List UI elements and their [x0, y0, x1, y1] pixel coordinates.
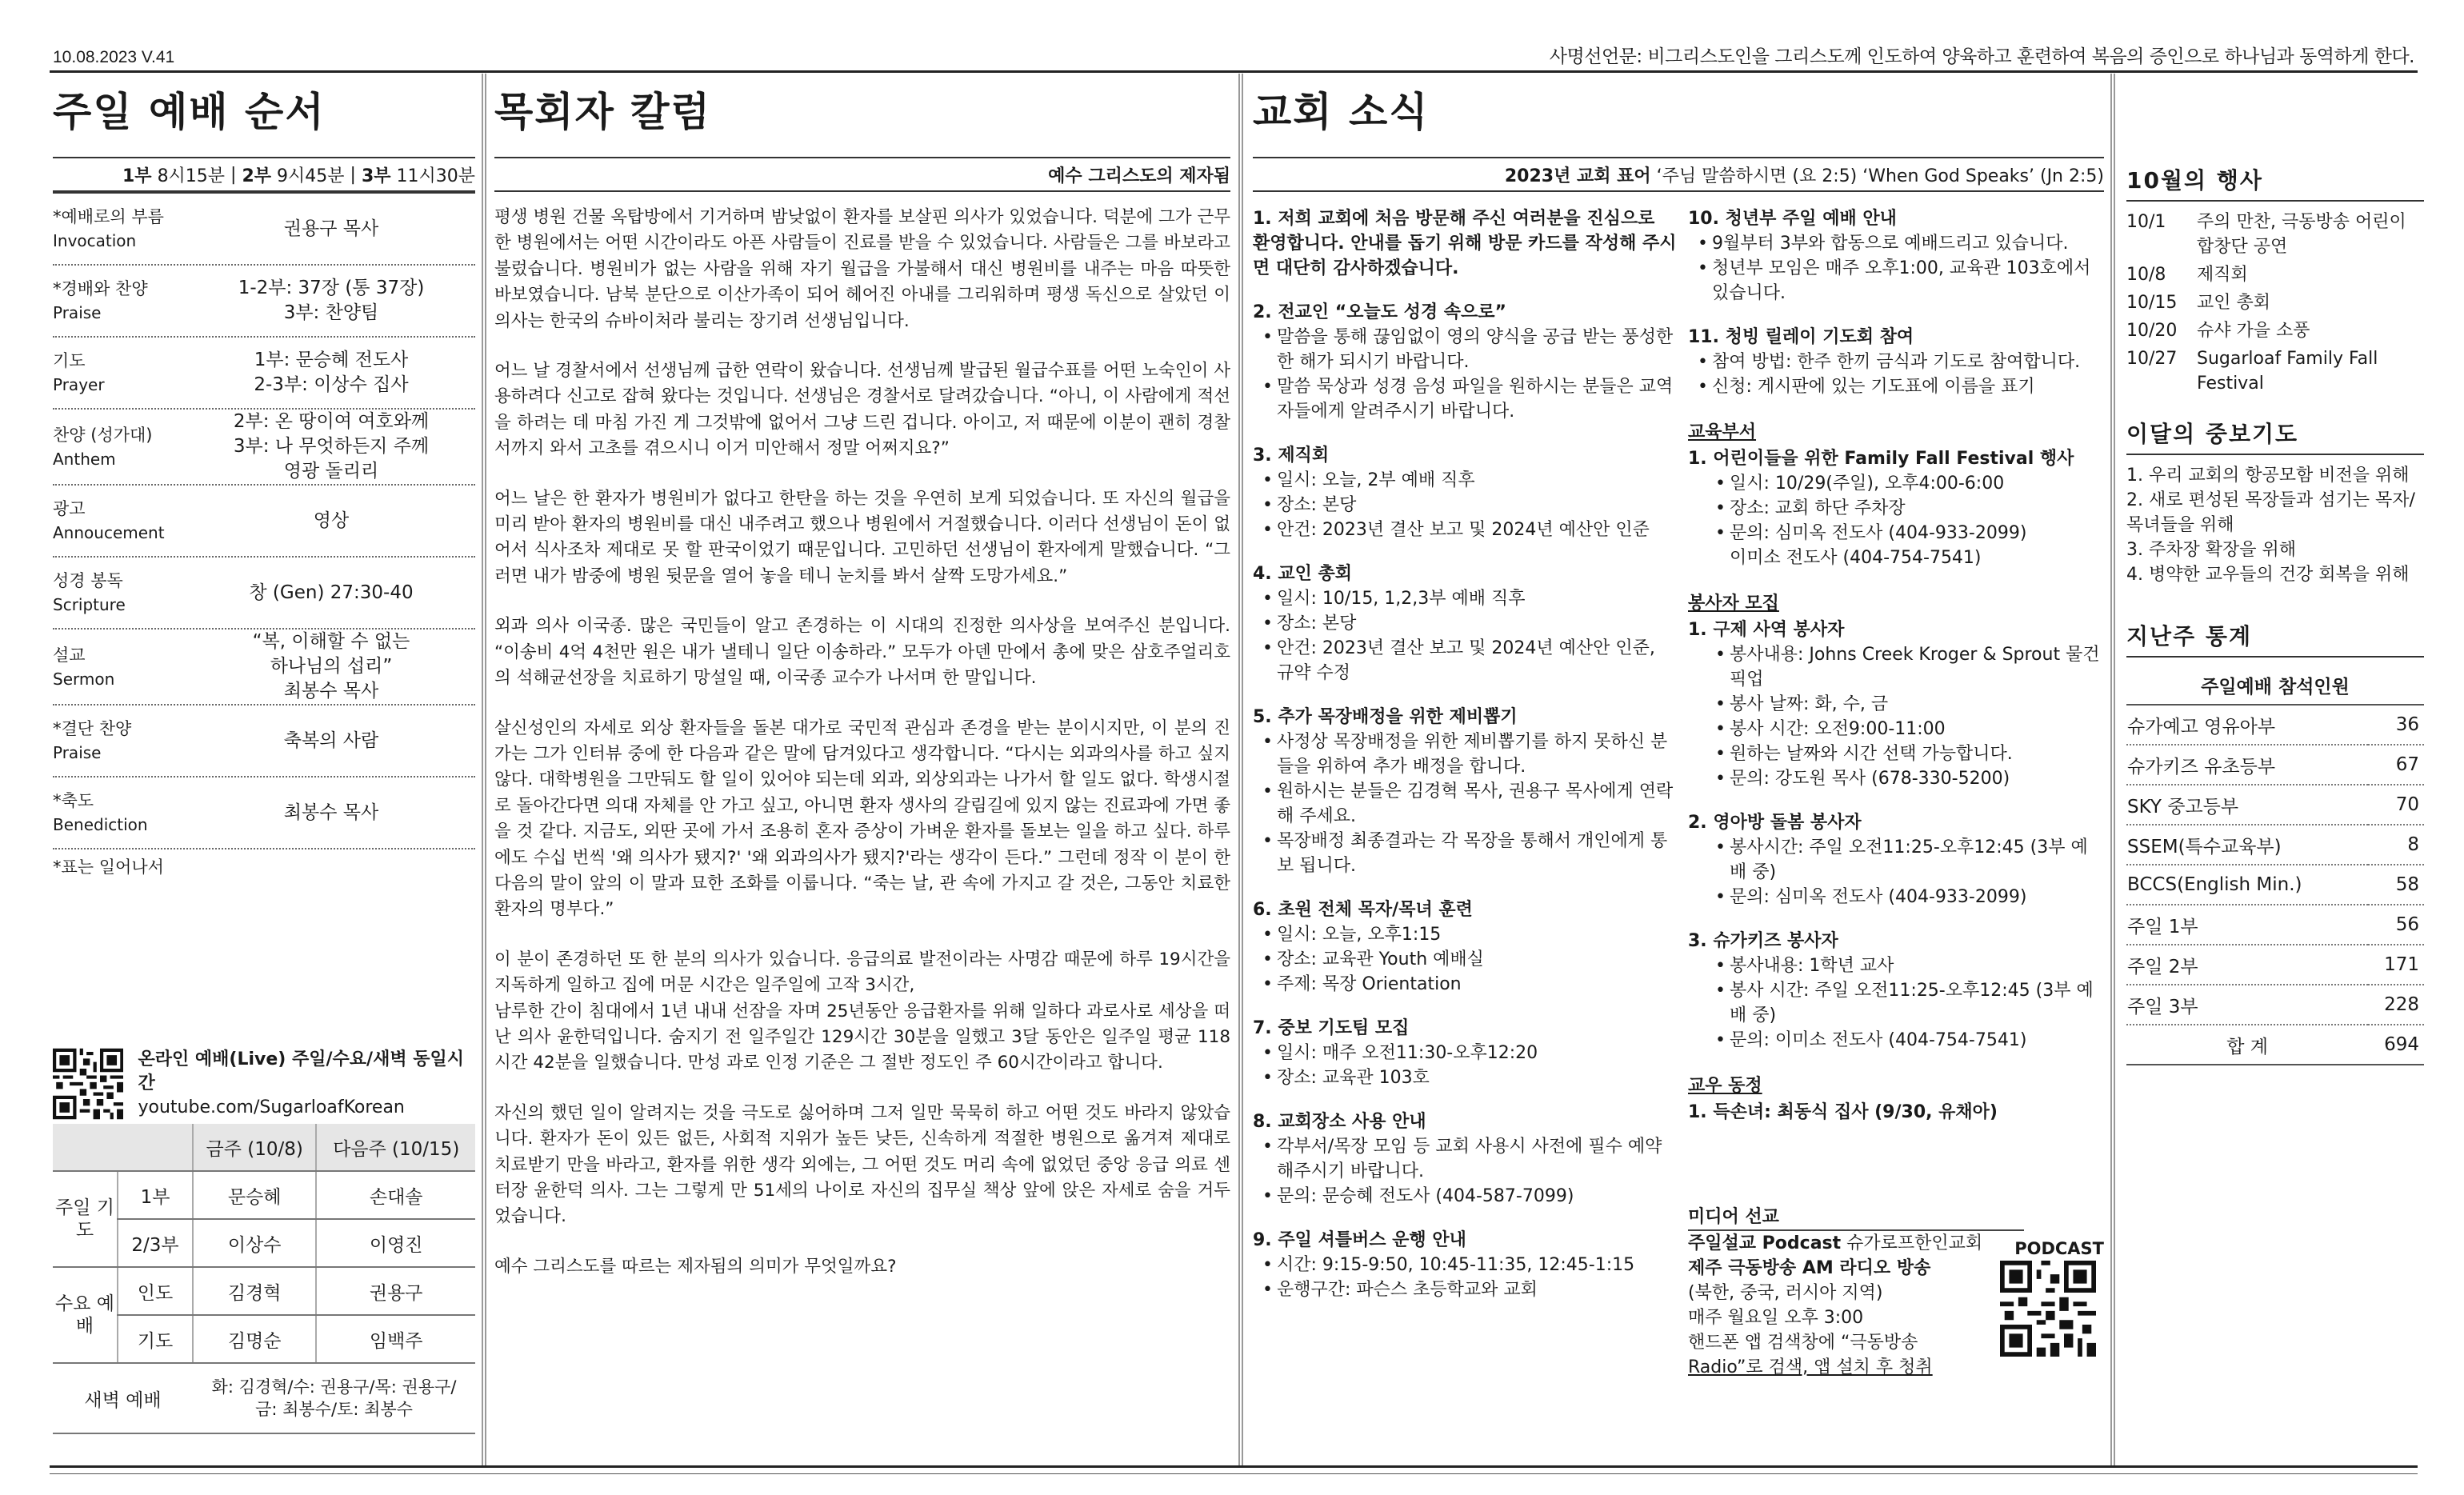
order-item-label	[53, 346, 187, 400]
stats-value: 58	[2368, 865, 2424, 905]
order-item-en: Benediction	[53, 815, 148, 834]
column-subtitle: 예수 그리스도의 제자됨	[494, 157, 1230, 192]
order-row	[53, 558, 475, 630]
event-date: 10/20	[2126, 321, 2178, 341]
prayer-item: 2. 새로 편성된 목장들과 섬기는 목자/목녀들을 위해	[2126, 490, 2415, 535]
news-item	[1253, 1109, 1677, 1209]
list-item: • 일시: 10/29(주일), 오후4:00-6:00	[1730, 471, 2104, 496]
order-row	[53, 266, 475, 338]
news-item	[1253, 206, 1677, 281]
order-item-ko: *경배와 찬양	[53, 279, 148, 298]
list-item: • 문의: 문승혜 전도사 (404-587-7099)	[1277, 1184, 1677, 1209]
news-item	[1688, 618, 2104, 791]
service-time: 1부 8시15분	[122, 166, 226, 186]
news-item-head: 5. 추가 목장배정을 위한 제비뽑기	[1253, 707, 1518, 727]
column-divider	[1238, 74, 1243, 1465]
list-item: • 말씀 묵상과 성경 음성 파일을 원하시는 분들은 교역자들에게 알려주시기 바랍니다.	[1277, 374, 1677, 424]
event-date: 10/15	[2126, 293, 2178, 313]
media-line: 매주 월요일 오후 3:00	[1688, 1308, 1864, 1328]
order-item-ko: *축도	[53, 791, 94, 810]
list-item: • 참여 방법: 한주 한끼 금식과 기도로 참여합니다.	[1712, 350, 2104, 374]
bottom-rule	[50, 1465, 2418, 1468]
prayer-item: 1. 우리 교회의 항공모함 비전을 위해	[2126, 466, 2410, 486]
column-body	[494, 205, 1230, 1280]
order-row	[53, 192, 475, 266]
news-item-head: 10. 청년부 주일 예배 안내	[1688, 209, 1897, 229]
standing-note: *표는 일어나서	[53, 857, 164, 877]
stats-total-label: 합 계	[2126, 1025, 2368, 1065]
news-item	[1253, 300, 1677, 424]
order-item-leader: 1부: 문승혜 전도사 2-3부: 이상수 집사	[254, 350, 409, 395]
order-item-leader: 영상	[313, 510, 350, 531]
stats-row	[2126, 705, 2424, 745]
table-cell: 김경혁	[193, 1267, 316, 1315]
order-item-ko: 기도	[53, 351, 86, 370]
table-cell: 권용구	[316, 1267, 475, 1315]
service-times: 1부 8시15분 | 2부 9시45분 | 3부 11시30분	[53, 157, 475, 192]
news-item-head: 3. 제직회	[1253, 446, 1330, 466]
event-row	[2126, 290, 2424, 315]
column-paragraph: 어느 날 경찰서에서 선생님께 급한 연락이 왔습니다. 선생님께 발급된 월급수표를 어떤 노숙인이 사용하려다 신고로 잡혀 왔다는 것입니다. 선생님은 경찰서로 달려갔습니다. “아니, 이 사람에게 적선을 하려는 데 마침 가진 게 그것밖에 없어서 그냥 드린 겁니다. 아이고, 저 때문에 이분이 괜히 경찰서까지 와서 고초를 겪으시니 이거 미안해서 정말 어쩌지요?”	[494, 361, 1230, 459]
stats-label: 주일 2부	[2126, 945, 2368, 985]
qr-code-icon[interactable]	[53, 1048, 123, 1120]
list-item: • 봉사시간: 주일 오전11:25-오후12:45 (3부 예배 중)	[1730, 835, 2104, 885]
order-item-en: Invocation	[53, 231, 137, 250]
stats-label: 슈가키즈 유초등부	[2126, 745, 2368, 785]
stats-total-value: 694	[2368, 1025, 2424, 1065]
order-item-leader: 2부: 온 땅이여 여호와께 3부: 나 무엇하든지 주께 영광 돌리리	[233, 411, 430, 482]
list-item: • 청년부 모임은 매주 오후1:00, 교육관 103호에서 있습니다.	[1712, 256, 2104, 306]
order-item-en: Anthem	[53, 449, 116, 469]
order-item-en: Scripture	[53, 595, 126, 614]
news-item-head: 1. 저희 교회에 처음 방문해 주신 여러분을 진심으로 환영합니다. 안내를 돕기 위해 방문 카드를 작성해 주시면 대단히 감사하겠습니다.	[1253, 209, 1677, 278]
event-text: Sugarloaf Family Fall Festival	[2197, 349, 2378, 394]
list-item: • 봉사내용: Johns Creek Kroger & Sprout 물건 픽업	[1730, 642, 2104, 692]
order-item-label	[53, 714, 187, 768]
news-item	[1253, 705, 1677, 878]
list-item: • 원하시는 분들은 김경혁 목사, 권용구 목사에게 연락해 주세요.	[1277, 779, 1677, 829]
order-row	[53, 410, 475, 486]
news-item-head: 6. 초원 전체 목자/목녀 훈련	[1253, 900, 1473, 920]
column-paragraph: 어느 날은 한 환자가 병원비가 없다고 한탄을 하는 것을 우연히 보게 되었습니다. 또 자신의 월급을 미리 받아 환자의 병원비를 대신 내주려고 했으나 병원에서 거절했습니다. 이러다 선생님이 돈이 없어서 식사조차 제대로 못 할 판국이었기 때문입니다. 고민하던 선생님이 환자에게 말했습니다. “그러면 내가 밤중에 병원 뒷문을 열어 놓을 테니 눈치를 봐서 살짝 도망가세요.”	[494, 488, 1230, 586]
stats-row	[2126, 865, 2424, 905]
list-item: • 신청: 게시판에 있는 기도표에 이름을 표기	[1712, 374, 2104, 399]
church-motto	[1253, 157, 2104, 192]
event-text: 제직회	[2197, 265, 2248, 285]
table-cell: 이영진	[316, 1219, 475, 1267]
order-item-leader: 권용구 목사	[283, 218, 379, 239]
service-label: 2/3부	[118, 1219, 193, 1267]
event-date: 10/8	[2126, 265, 2166, 285]
online-worship	[53, 1048, 475, 1120]
table-cell: 문승혜	[193, 1171, 316, 1219]
stats-label: BCCS(English Min.)	[2126, 865, 2368, 905]
media-mission	[1688, 1205, 2104, 1380]
order-item-leader: 축복의 사람	[283, 730, 379, 751]
sidebar-section	[2126, 163, 2424, 1065]
list-item: • 각부서/목장 모임 등 교회 사용시 사전에 필수 예약 해주시기 바랍니다.	[1277, 1134, 1677, 1184]
news-item-head: 4. 교인 총회	[1253, 564, 1352, 584]
order-item-label	[53, 274, 187, 328]
prayer-item: 4. 병약한 교우들의 건강 회복을 위해	[2126, 565, 2410, 585]
motto-label: 2023년 교회 표어	[1504, 166, 1651, 186]
list-item: • 문의: 강도원 목사 (678-330-5200)	[1730, 766, 2104, 791]
stats-row	[2126, 825, 2424, 865]
order-item-label	[53, 566, 187, 620]
news-item	[1253, 897, 1677, 997]
top-rule	[50, 70, 2418, 73]
media-title: 미디어 선교	[1688, 1205, 2024, 1231]
podcast-qr-icon[interactable]	[2000, 1261, 2096, 1357]
order-item-leader: 최봉수 목사	[283, 801, 379, 823]
news-item	[1253, 1016, 1677, 1090]
list-item: • 안건: 2023년 결산 보고 및 2024년 예산안 인준, 규약 수정	[1277, 636, 1677, 686]
date-version: 10.08.2023 V.41	[53, 48, 175, 66]
list-item: • 시간: 9:15-9:50, 10:45-11:35, 12:45-1:15	[1277, 1253, 1677, 1277]
news-item-head: 1. 구제 사역 봉사자	[1688, 620, 1845, 640]
list-item: • 원하는 날짜와 시간 선택 가능합니다.	[1730, 742, 2104, 766]
media-line: 제주 극동방송 AM 라디오 방송	[1688, 1258, 1931, 1278]
list-item: • 봉사 시간: 오전9:00-11:00	[1730, 717, 2104, 742]
order-item-en: Annoucement	[53, 523, 165, 542]
list-item: • 9월부터 3부와 합동으로 예배드리고 있습니다.	[1712, 231, 2104, 256]
column-paragraph: 외과 의사 이국종. 많은 국민들이 알고 존경하는 이 시대의 진정한 의사상을 보여주신 분입니다. “이송비 4억 4천만 원은 내가 낼테니 일단 이송하라.” 모두가 아덴 만에서 총에 맞은 삼호주얼리호의 석해균선장을 치료하기 망설일 때, 이국종 교수가 나서며 한 말입니다.	[494, 616, 1230, 689]
dawn-schedule: 화: 김경혁/수: 권용구/목: 권용구/ 금: 최봉수/토: 최봉수	[193, 1363, 475, 1433]
members-title: 교우 동정	[1688, 1076, 1762, 1096]
church-news-section	[1253, 80, 2104, 1380]
stats-label: SKY 중고등부	[2126, 785, 2368, 825]
order-item-label	[53, 785, 187, 840]
prayer-duty-table	[53, 1124, 475, 1434]
stats-value: 36	[2368, 705, 2424, 745]
service-time: 2부 9시45분	[242, 166, 345, 186]
event-text: 주의 만찬, 극동방송 어린이 합창단 공연	[2197, 212, 2406, 257]
stats-head: 주일예배 참석인원	[2126, 666, 2424, 705]
order-item-label	[53, 640, 187, 694]
order-item-ko: 설교	[53, 645, 86, 665]
stats-value: 70	[2368, 785, 2424, 825]
table-cell: 이상수	[193, 1219, 316, 1267]
list-item: • 말씀을 통해 끊임없이 영의 양식을 공급 받는 풍성한 한 해가 되시기 바랍니다.	[1277, 325, 1677, 374]
edu-item	[1688, 446, 2104, 570]
news-item-head: 7. 중보 기도팀 모집	[1253, 1018, 1410, 1038]
order-item-en: Praise	[53, 743, 102, 762]
media-line: (북한, 중국, 러시아 지역)	[1688, 1283, 1883, 1303]
news-item-head: 2. 영아방 돌봄 봉사자	[1688, 813, 1862, 833]
order-row	[53, 706, 475, 777]
list-item: • 봉사 날짜: 화, 수, 금	[1730, 692, 2104, 717]
list-item: • 봉사 시간: 주일 오전11:25-오후12:45 (3부 예배 중)	[1730, 978, 2104, 1028]
news-item-head: 3. 슈가키즈 봉사자	[1688, 931, 1838, 951]
list-item: • 일시: 매주 오전11:30-오후12:20	[1277, 1041, 1677, 1065]
order-row	[53, 486, 475, 558]
news-item	[1688, 325, 2104, 399]
events-title: 10월의 행사	[2126, 163, 2424, 202]
event-row	[2126, 210, 2424, 259]
online-title: 온라인 예배(Live) 주일/수요/새벽 동일시간	[138, 1049, 464, 1093]
news-item	[1253, 562, 1677, 686]
stats-label: 슈가예고 영유아부	[2126, 705, 2368, 745]
news-item	[1688, 206, 2104, 306]
stats-label: 주일 3부	[2126, 985, 2368, 1025]
pastor-column-section	[494, 80, 1230, 1304]
order-row	[53, 777, 475, 849]
order-item-en: Praise	[53, 303, 102, 322]
column-paragraph: 평생 병원 건물 옥탑방에서 기거하며 밤낮없이 환자를 보살핀 의사가 있었습니다. 덕분에 그가 근무한 병원에서는 어떤 시간이라도 아픈 사람들이 진료를 받을 수 있었습니다. 사람들은 그를 바보라고 불렀습니다. 병원비가 없는 사람을 위해 자기 월급을 가불해서 대신 병원비를 내주는 마음 따뜻한 바보였습니다. 남북 분단으로 이산가족이 되어 헤어진 아내를 그리워하며 평생 독신으로 살았던 이 의사는 한국의 슈바이처라 불리는 장기려 선생님입니다.	[494, 207, 1230, 331]
order-row	[53, 338, 475, 410]
media-line: 핸드폰 앱 검색창에 “극동방송	[1688, 1333, 1918, 1353]
list-item: • 일시: 오늘, 오후1:15	[1277, 922, 1677, 947]
news-title: 교회 소식	[1253, 89, 1430, 135]
sunday-prayer-label: 주일 기도	[53, 1171, 118, 1267]
order-item-ko: 찬양 (성가대)	[53, 425, 153, 445]
order-row	[53, 630, 475, 706]
column-paragraph: 자신의 했던 일이 알려지는 것을 극도로 싫어하며 그저 일만 묵묵히 하고 어떤 것도 바라지 않았습니다. 환자가 돈이 있든 없든, 사회적 지위가 높든 낮든, 신속하게 적절한 병원으로 옮겨져 제대로 치료받기 만을 바라고, 환자를 위한 생각 외에는, 그 어떤 것도 머리 속에 없었던 중앙 응급 의료 센터장 윤한덕 의사. 그는 그렇게 만 51세의 나이로 자신의 집무실 책상 앞에 앉은 자세로 숨을 거두었습니다.	[494, 1102, 1230, 1227]
order-item-ko: *결단 찬양	[53, 719, 132, 738]
stats-value: 56	[2368, 905, 2424, 945]
list-item: • 장소: 본당	[1277, 493, 1677, 518]
stats-row	[2126, 945, 2424, 985]
list-item: • 장소: 교회 하단 주차장	[1730, 496, 2104, 521]
event-text: 슈샤 가을 소풍	[2197, 321, 2310, 341]
event-row	[2126, 346, 2424, 396]
bottom-rule	[50, 1473, 2418, 1474]
column-divider	[482, 74, 486, 1465]
events-list	[2126, 210, 2424, 396]
event-date: 10/1	[2126, 212, 2166, 232]
news-item-head: 11. 청빙 릴레이 기도회 참여	[1688, 327, 1914, 347]
order-item-label	[53, 420, 187, 474]
attendance-table	[2126, 666, 2424, 1065]
list-item: • 문의: 심미옥 전도사 (404-933-2099) 이미소 전도사 (404-754-7541)	[1730, 521, 2104, 570]
podcast-label: PODCAST	[2014, 1239, 2104, 1258]
list-item: • 목장배정 최종결과는 각 목장을 통해서 개인에게 통보 됩니다.	[1277, 829, 1677, 878]
list-item: • 문의: 심미옥 전도사 (404-933-2099)	[1730, 885, 2104, 909]
news-item-head: 2. 전교인 “오늘도 성경 속으로”	[1253, 302, 1506, 322]
list-item: • 장소: 교육관 103호	[1277, 1065, 1677, 1090]
news-item	[1253, 443, 1677, 542]
worship-title: 주일 예배 순서	[53, 89, 326, 135]
news-left-list	[1253, 206, 1688, 1380]
order-item-ko: *예배로의 부름	[53, 207, 164, 226]
service-label: 1부	[118, 1171, 193, 1219]
stats-row	[2126, 785, 2424, 825]
news-item	[1688, 810, 2104, 909]
table-cell: 김명순	[193, 1315, 316, 1363]
stats-row	[2126, 745, 2424, 785]
news-right-list	[1688, 206, 2104, 1380]
prayer-item: 3. 주차장 확장을 위해	[2126, 540, 2296, 560]
media-line: 주일설교 Podcast 슈가로프한인교회	[1688, 1233, 1983, 1253]
list-item: • 장소: 교육관 Youth 예배실	[1277, 947, 1677, 972]
list-item: • 장소: 본당	[1277, 611, 1677, 636]
motto-text: ‘주님 말씀하시면 (요 2:5) ‘When God Speaks’ (Jn 2:5)	[1656, 166, 2104, 186]
service-time: 3부 11시30분	[361, 166, 475, 186]
list-item: • 봉사내용: 1학년 교사	[1730, 953, 2104, 978]
stats-value: 67	[2368, 745, 2424, 785]
event-row	[2126, 262, 2424, 287]
list-item: • 문의: 이미소 전도사 (404-754-7541)	[1730, 1028, 2104, 1053]
order-item-label	[53, 494, 187, 548]
members-text: 1. 득손녀: 최동식 집사 (9/30, 유채아)	[1688, 1102, 1998, 1122]
stats-title: 지난주 통계	[2126, 619, 2424, 658]
event-text: 교인 총회	[2197, 293, 2271, 313]
event-date: 10/27	[2126, 349, 2178, 369]
news-item	[1688, 929, 2104, 1053]
mission-statement: 사명선언문: 비그리스도인을 그리스도께 인도하여 양육하고 훈련하여 복음의 증인으로 하나님과 동역하게 한다.	[1549, 46, 2414, 67]
event-row	[2126, 318, 2424, 343]
column-divider	[2110, 74, 2115, 1465]
column-paragraph: 예수 그리스도를 따르는 제자됨의 의미가 무엇일까요?	[494, 1256, 897, 1277]
order-item-leader: 1-2부: 37장 (통 37장) 3부: 찬양팀	[238, 278, 425, 323]
column-title: 목회자 칼럼	[494, 89, 711, 135]
table-cell: 임백주	[316, 1315, 475, 1363]
order-item-label	[53, 202, 187, 256]
stats-label: SSEM(특수교육부)	[2126, 825, 2368, 865]
order-item-ko: 광고	[53, 499, 86, 518]
stats-row	[2126, 985, 2424, 1025]
order-item-en: Prayer	[53, 375, 105, 394]
prayer-title: 이달의 중보기도	[2126, 417, 2424, 455]
news-item	[1253, 1228, 1677, 1302]
table-corner	[53, 1124, 193, 1171]
service-label: 기도	[118, 1315, 193, 1363]
prayer-list	[2126, 463, 2424, 587]
stats-value: 228	[2368, 985, 2424, 1025]
order-item-leader: 창 (Gen) 27:30-40	[249, 582, 414, 603]
column-header-this-week: 금주 (10/8)	[193, 1124, 316, 1171]
dawn-label: 새벽 예배	[53, 1363, 193, 1433]
list-item: • 주제: 목장 Orientation	[1277, 972, 1677, 997]
column-paragraph: 살신성인의 자세로 외상 환자들을 돌본 대가로 국민적 관심과 존경을 받는 분이시지만, 이 분의 진가는 그가 인터뷰 중에 한 다음과 같은 말에 담겨있다고 생각합니다. “다시는 외과의사를 하고 싶지 않다. 대학병원을 그만둬도 할 일이 있어야 되는데 외과, 외상외과는 나가서 할 일도 없다. 학생시절로 돌아간다면 의대 자체를 안 가고 싶고, 아니면 환자 생사의 갈림길에 있지 않는 진료과에 가면 좋을 것 같다. 지금도, 외딴 곳에 가서 조용히 혼자 증상이 가벼운 환자를 돌보는 일을 하고 싶다. 하루에도 수십 번씩 '왜 의사가 됐지?' '왜 외과의사가 됐지?'라는 생각이 든다.” 그런데 정작 이 분이 한 다음의 말이 앞의 이 말과 묘한 조화를 이룹니다. “죽는 날, 관 속에 가지고 갈 것은, 그동안 치료한 환자의 명부다.”	[494, 718, 1230, 920]
news-item-head: 9. 주일 셔틀버스 운행 안내	[1253, 1230, 1466, 1250]
stats-total-row	[2126, 1025, 2424, 1065]
volunteer-title: 봉사자 모집	[1688, 594, 1779, 614]
list-item: • 일시: 오늘, 2부 예배 직후	[1277, 468, 1677, 493]
order-item-en: Sermon	[53, 669, 115, 689]
edu-title: 교육부서	[1688, 422, 1757, 442]
column-header-next-week: 다음주 (10/15)	[316, 1124, 475, 1171]
order-item-leader: “복, 이해할 수 없는 하나님의 섭리” 최봉수 목사	[252, 631, 410, 702]
worship-order-section	[53, 80, 475, 1419]
news-item-head: 8. 교회장소 사용 안내	[1253, 1112, 1426, 1132]
stats-value: 171	[2368, 945, 2424, 985]
youtube-link[interactable]: youtube.com/SugarloafKorean	[138, 1097, 405, 1117]
list-item: • 안건: 2023년 결산 보고 및 2024년 예산안 인준	[1277, 518, 1677, 542]
column-paragraph: 이 분이 존경하던 또 한 분의 의사가 있습니다. 응급의료 발전이라는 사명감 때문에 하루 19시간을 지독하게 일하고 집에 머문 시간은 일주일에 고작 3시간, 남루한 간이 침대에서 1년 내내 선잠을 자며 25년동안 응급환자를 위해 일하다 과로사로 세상을 떠난 의사 윤한덕입니다. 숨지기 전 일주일간 129시간 30분을 일했고 3달 동안은 일주일 평균 118시간 42분을 일했습니다. 만성 과로 인정 기준은 그 절반 정도인 주 60시간이라고 합니다.	[494, 949, 1230, 1073]
service-label: 인도	[118, 1267, 193, 1315]
list-item: • 일시: 10/15, 1,2,3부 예배 직후	[1277, 586, 1677, 611]
stats-row	[2126, 905, 2424, 945]
stats-label: 주일 1부	[2126, 905, 2368, 945]
order-list	[53, 192, 475, 849]
wednesday-label: 수요 예배	[53, 1267, 118, 1363]
media-line: Radio”로 검색, 앱 설치 후 청취	[1688, 1357, 1933, 1377]
table-cell: 손대솔	[316, 1171, 475, 1219]
list-item: • 운행구간: 파슨스 초등학교와 교회	[1277, 1277, 1677, 1302]
order-item-ko: 성경 봉독	[53, 571, 123, 590]
list-item: • 사정상 목장배정을 위한 제비뽑기를 하지 못하신 분들을 위하여 추가 배정을 합니다.	[1277, 730, 1677, 779]
edu-head: 1. 어린이들을 위한 Family Fall Festival 행사	[1688, 449, 2074, 469]
stats-value: 8	[2368, 825, 2424, 865]
